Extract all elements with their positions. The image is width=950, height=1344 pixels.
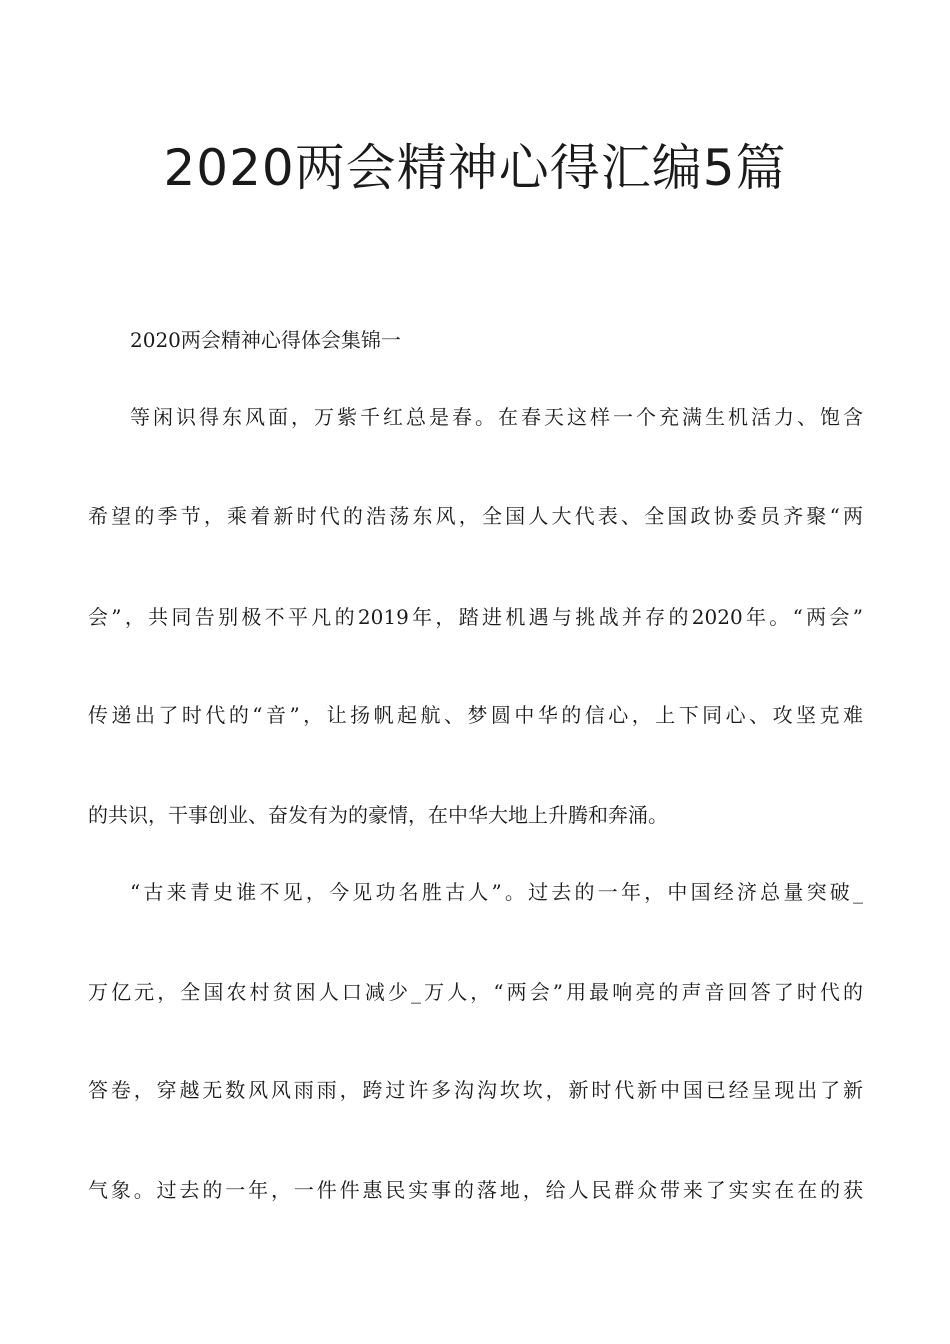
paragraph-line: 希望的季节，乘着新时代的浩荡东风，全国人大代表、全国政协委员齐聚“两 xyxy=(88,504,863,528)
paragraph-line: 的共识，干事创业、奋发有为的豪情，在中华大地上升腾和奔涌。 xyxy=(88,803,668,827)
paragraph-line: 等闲识得东风面，万紫千红总是春。在春天这样一个充满生机活力、饱含 xyxy=(130,405,863,429)
paragraph-line: 气象。过去的一年，一件件惠民实事的落地，给人民群众带来了实实在在的获 xyxy=(88,1178,863,1202)
paragraph-line: 传递出了时代的“音”，让扬帆起航、梦圆中华的信心，上下同心、攻坚克难 xyxy=(88,703,863,727)
paragraph-line: 万亿元，全国农村贫困人口减少_万人，“两会”用最响亮的声音回答了时代的 xyxy=(88,980,863,1004)
document-title: 2020两会精神心得汇编5篇 xyxy=(163,139,787,197)
paragraph-line: 答卷，穿越无数风风雨雨，跨过许多沟沟坎坎，新时代新中国已经呈现出了新 xyxy=(88,1078,863,1102)
paragraph-line: “古来青史谁不见，今见功名胜古人”。过去的一年，中国经济总量突破_ xyxy=(130,880,863,904)
paragraph-line: 会”，共同告别极不平凡的2019年，踏进机遇与挑战并存的2020年。“两会” xyxy=(88,605,863,629)
section-heading: 2020两会精神心得体会集锦一 xyxy=(130,328,401,352)
